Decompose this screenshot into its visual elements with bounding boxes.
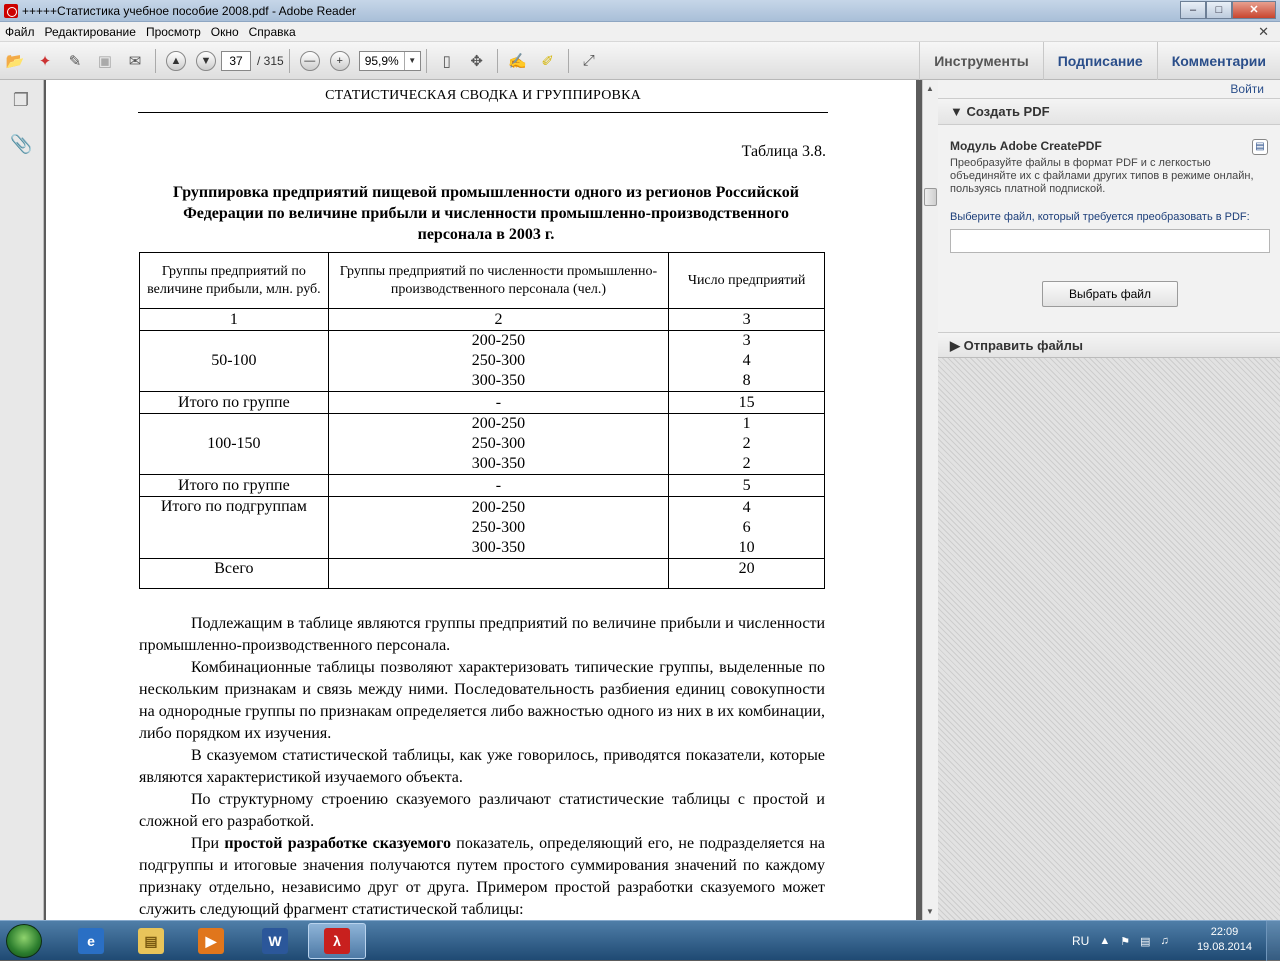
taskbar	[0, 920, 1280, 960]
table-row	[140, 414, 825, 475]
menu-file[interactable]: Файл	[5, 24, 35, 39]
paragraph: В сказуемом статистической таблицы, как уже говорилось, приводятся показатели, которые являются характеристикой изучаемого объекта.	[139, 747, 825, 786]
text-run: показатель, определяющий его, не подразделяется на подгруппы и итоговые значения получаются путем простого суммирования значений по каждому признаку отдельно, независимо друг от друга. Примером простой разработки сказуемого может служить следующий фрагмент статистической таблицы:	[139, 835, 825, 918]
create-pdf-module-icon: ▤	[1252, 139, 1268, 155]
next-page-button[interactable]	[193, 48, 219, 74]
paragraph: Подлежащим в таблице являются группы предприятий по величине прибыли и численности промышленно-производственного персонала.	[139, 615, 825, 654]
tray-arrow-icon[interactable]: ▲	[1099, 935, 1111, 947]
menu-edit[interactable]: Редактирование	[44, 24, 136, 39]
attachments-icon[interactable]: 📎	[10, 134, 33, 154]
full-screen-icon[interactable]: ⤢	[582, 52, 595, 69]
text-run: При	[191, 835, 225, 852]
table-title: Группировка предприятий пищевой промышленности одного из регионов Российской Федерации по величине прибыли и численности промышленно-производственного персонала в 2003 г.	[173, 184, 799, 243]
internet-explorer-icon: e	[78, 928, 104, 954]
page-thumbnails-icon[interactable]: ❐	[12, 90, 30, 110]
table-cell: 300-350	[471, 538, 526, 556]
open-icon[interactable]: 📂	[5, 52, 25, 70]
toolbar-separator	[497, 49, 498, 73]
table-cell: 300-350	[471, 372, 526, 389]
arrow-down-icon: ▼	[196, 51, 216, 71]
body-text	[139, 613, 825, 920]
total-count: 20	[669, 559, 825, 589]
table-cell: 10	[738, 538, 755, 556]
pdf-page	[46, 80, 916, 920]
group-total-label: Итого по группе	[140, 475, 329, 497]
toolbar-separator	[426, 49, 427, 73]
zoom-select[interactable]	[359, 51, 421, 71]
paragraph: Комбинационные таблицы позволяют характеризовать типические группы, выделенные по нескольким признакам и связь между ними. Последовательность разбиения единиц совокупности на однородные группы по признакам определяется либо важностью одного из них в их комбинации, либо порядком их изучения.	[139, 659, 825, 742]
table-row	[140, 497, 825, 559]
table-cell: 2	[742, 435, 751, 452]
table-header-row	[140, 253, 825, 309]
counts	[669, 331, 825, 392]
counts	[669, 414, 825, 475]
table-index-row	[140, 309, 825, 331]
chevron-down-icon[interactable]: ▼	[404, 52, 420, 70]
staff-ranges	[328, 497, 668, 559]
minimize-button[interactable]: –	[1180, 1, 1206, 19]
table-cell: 4	[742, 352, 751, 369]
select-file-button[interactable]: Выбрать файл	[1042, 281, 1178, 307]
highlight-icon[interactable]: ✐	[541, 52, 554, 70]
taskbar-ie[interactable]	[62, 923, 120, 959]
group-total-label: Итого по группе	[140, 392, 329, 414]
fit-width-icon[interactable]: ✥	[470, 52, 483, 70]
tools-pane	[938, 80, 1280, 920]
table-cell: 200-250	[471, 332, 526, 349]
media-player-icon: ▶	[198, 928, 224, 954]
group-label: 50-100	[140, 331, 329, 392]
menu-view[interactable]: Просмотр	[145, 24, 201, 39]
header-rule	[138, 112, 828, 113]
file-path-input[interactable]	[950, 229, 1270, 253]
page-total: / 315	[257, 53, 284, 68]
adobe-reader-icon	[4, 4, 18, 18]
table-cell: 1	[742, 415, 751, 432]
taskbar-word[interactable]	[246, 923, 304, 959]
title-bar	[0, 0, 1280, 22]
clock[interactable]	[1197, 925, 1252, 955]
staff-ranges	[328, 414, 668, 475]
zoom-in-button[interactable]	[327, 48, 353, 74]
subgroup-total-label: Итого по подгруппам	[140, 497, 329, 559]
taskbar-explorer[interactable]	[122, 923, 180, 959]
table-cell: 15	[669, 392, 825, 414]
total-label: Всего	[140, 559, 329, 589]
toolbar-separator	[155, 49, 156, 73]
action-center-icon[interactable]: ⚑	[1120, 935, 1131, 948]
toolbar	[0, 42, 1280, 80]
minus-icon: —	[300, 51, 320, 71]
zoom-value: 95,9%	[364, 53, 399, 68]
table-row	[140, 331, 825, 392]
paragraph: По структурному строению сказуемого различают статистические таблицы с простой и сложной его разработкой.	[139, 791, 825, 830]
table-cell: 300-350	[471, 455, 526, 472]
window-title: +++++Статистика учебное пособие 2008.pdf - Adobe Reader	[22, 3, 357, 18]
volume-icon[interactable]: ♫	[1160, 935, 1169, 947]
table-cell: 3	[742, 332, 751, 349]
menu-help[interactable]: Справка	[248, 24, 296, 39]
table-cell: 250-300	[471, 518, 526, 536]
comment-icon[interactable]: ✍	[508, 52, 528, 70]
module-title: Модуль Adobe CreatePDF	[950, 139, 1102, 153]
zoom-out-button[interactable]	[297, 48, 323, 74]
table-cell: 2	[328, 309, 668, 331]
vertical-scrollbar[interactable]	[922, 80, 938, 920]
staff-ranges	[328, 331, 668, 392]
word-icon: W	[262, 928, 288, 954]
adobe-reader-icon: λ	[324, 928, 350, 954]
create-pdf-icon[interactable]: ✦	[38, 52, 52, 70]
folder-icon: ▤	[138, 928, 164, 954]
language-indicator[interactable]: RU	[1072, 934, 1090, 948]
close-document-icon[interactable]: ✕	[1258, 24, 1269, 39]
table-cell: 200-250	[471, 498, 526, 516]
arrow-up-icon: ▲	[166, 51, 186, 71]
table-row	[140, 559, 825, 589]
table-cell: 8	[742, 372, 751, 389]
table-cell: 2	[742, 455, 751, 472]
table-cell	[328, 559, 668, 589]
taskbar-media-player[interactable]	[182, 923, 240, 959]
scrollbar-thumb[interactable]	[924, 188, 937, 206]
send-files-header[interactable]: ▶ Отправить файлы	[938, 332, 1280, 358]
table-cell: 200-250	[471, 415, 526, 432]
scroll-up-icon[interactable]: ▲	[926, 84, 934, 93]
edit-icon[interactable]: ✎	[68, 52, 82, 70]
table-row	[140, 392, 825, 414]
table-cell: 4	[742, 498, 751, 516]
table-cell: -	[328, 475, 668, 497]
start-button[interactable]	[6, 924, 42, 958]
select-file-label: Выберите файл, который требуется преобразовать в PDF:	[950, 211, 1250, 223]
table-cell: 250-300	[471, 352, 526, 369]
maximize-button[interactable]: □	[1206, 1, 1232, 19]
comments-link[interactable]: Комментарии	[1157, 42, 1280, 80]
email-icon[interactable]: ✉	[128, 52, 142, 70]
counts	[669, 497, 825, 559]
running-head: СТАТИСТИЧЕСКАЯ СВОДКА И ГРУППИРОВКА	[325, 88, 641, 103]
create-pdf-header[interactable]: ▼ Создать PDF	[938, 99, 1280, 125]
table-row	[140, 475, 825, 497]
header-profit-groups: Группы предприятий по величине прибыли, млн. руб.	[140, 253, 329, 309]
window-controls	[1180, 1, 1276, 19]
paragraph	[139, 833, 825, 920]
close-button[interactable]: ✕	[1232, 1, 1276, 19]
table-cell: 6	[742, 518, 751, 536]
taskbar-adobe-reader[interactable]	[308, 923, 366, 959]
group-label: 100-150	[140, 414, 329, 475]
menu-bar	[0, 22, 1280, 42]
header-staff-groups: Группы предприятий по численности промышленно-производственного персонала (чел.)	[328, 253, 668, 309]
table-cell: 3	[669, 309, 825, 331]
navigation-pane	[0, 80, 44, 920]
bold-term: простой разработке сказуемого	[224, 835, 451, 852]
clock-date: 19.08.2014	[1196, 941, 1252, 953]
save-icon[interactable]: ▣	[97, 52, 113, 70]
sign-link[interactable]: Подписание	[1043, 42, 1157, 80]
scroll-down-icon[interactable]: ▼	[926, 907, 934, 916]
document-area	[44, 80, 922, 920]
show-desktop-button[interactable]	[1266, 921, 1280, 961]
toolbar-separator	[289, 49, 290, 73]
login-link[interactable]: Войти	[938, 80, 1280, 98]
fit-page-icon[interactable]: ▯	[442, 52, 451, 70]
menu-window[interactable]: Окно	[210, 24, 239, 39]
tools-link[interactable]: Инструменты	[919, 42, 1043, 80]
statistics-table	[139, 252, 825, 589]
table-cell: -	[328, 392, 668, 414]
table-cell: 5	[669, 475, 825, 497]
table-cell: 1	[140, 309, 329, 331]
system-tray	[1050, 921, 1280, 961]
toolbar-separator	[568, 49, 569, 73]
module-description: Преобразуйте файлы в формат PDF и с легкостью объединяйте их с файлами других типов в режиме онлайн, пользуясь платной подпиской.	[950, 157, 1254, 195]
table-cell: 250-300	[471, 435, 526, 452]
previous-page-button[interactable]	[163, 48, 189, 74]
plus-icon: +	[330, 51, 350, 71]
header-count: Число предприятий	[669, 253, 825, 309]
clock-time: 22:09	[1210, 926, 1239, 938]
create-pdf-section	[938, 98, 1280, 344]
toolbar-links	[919, 42, 1280, 80]
page-number-input[interactable]: 37	[221, 51, 251, 71]
table-number: Таблица 3.8.	[741, 143, 826, 160]
network-icon[interactable]: ▤	[1140, 935, 1151, 948]
